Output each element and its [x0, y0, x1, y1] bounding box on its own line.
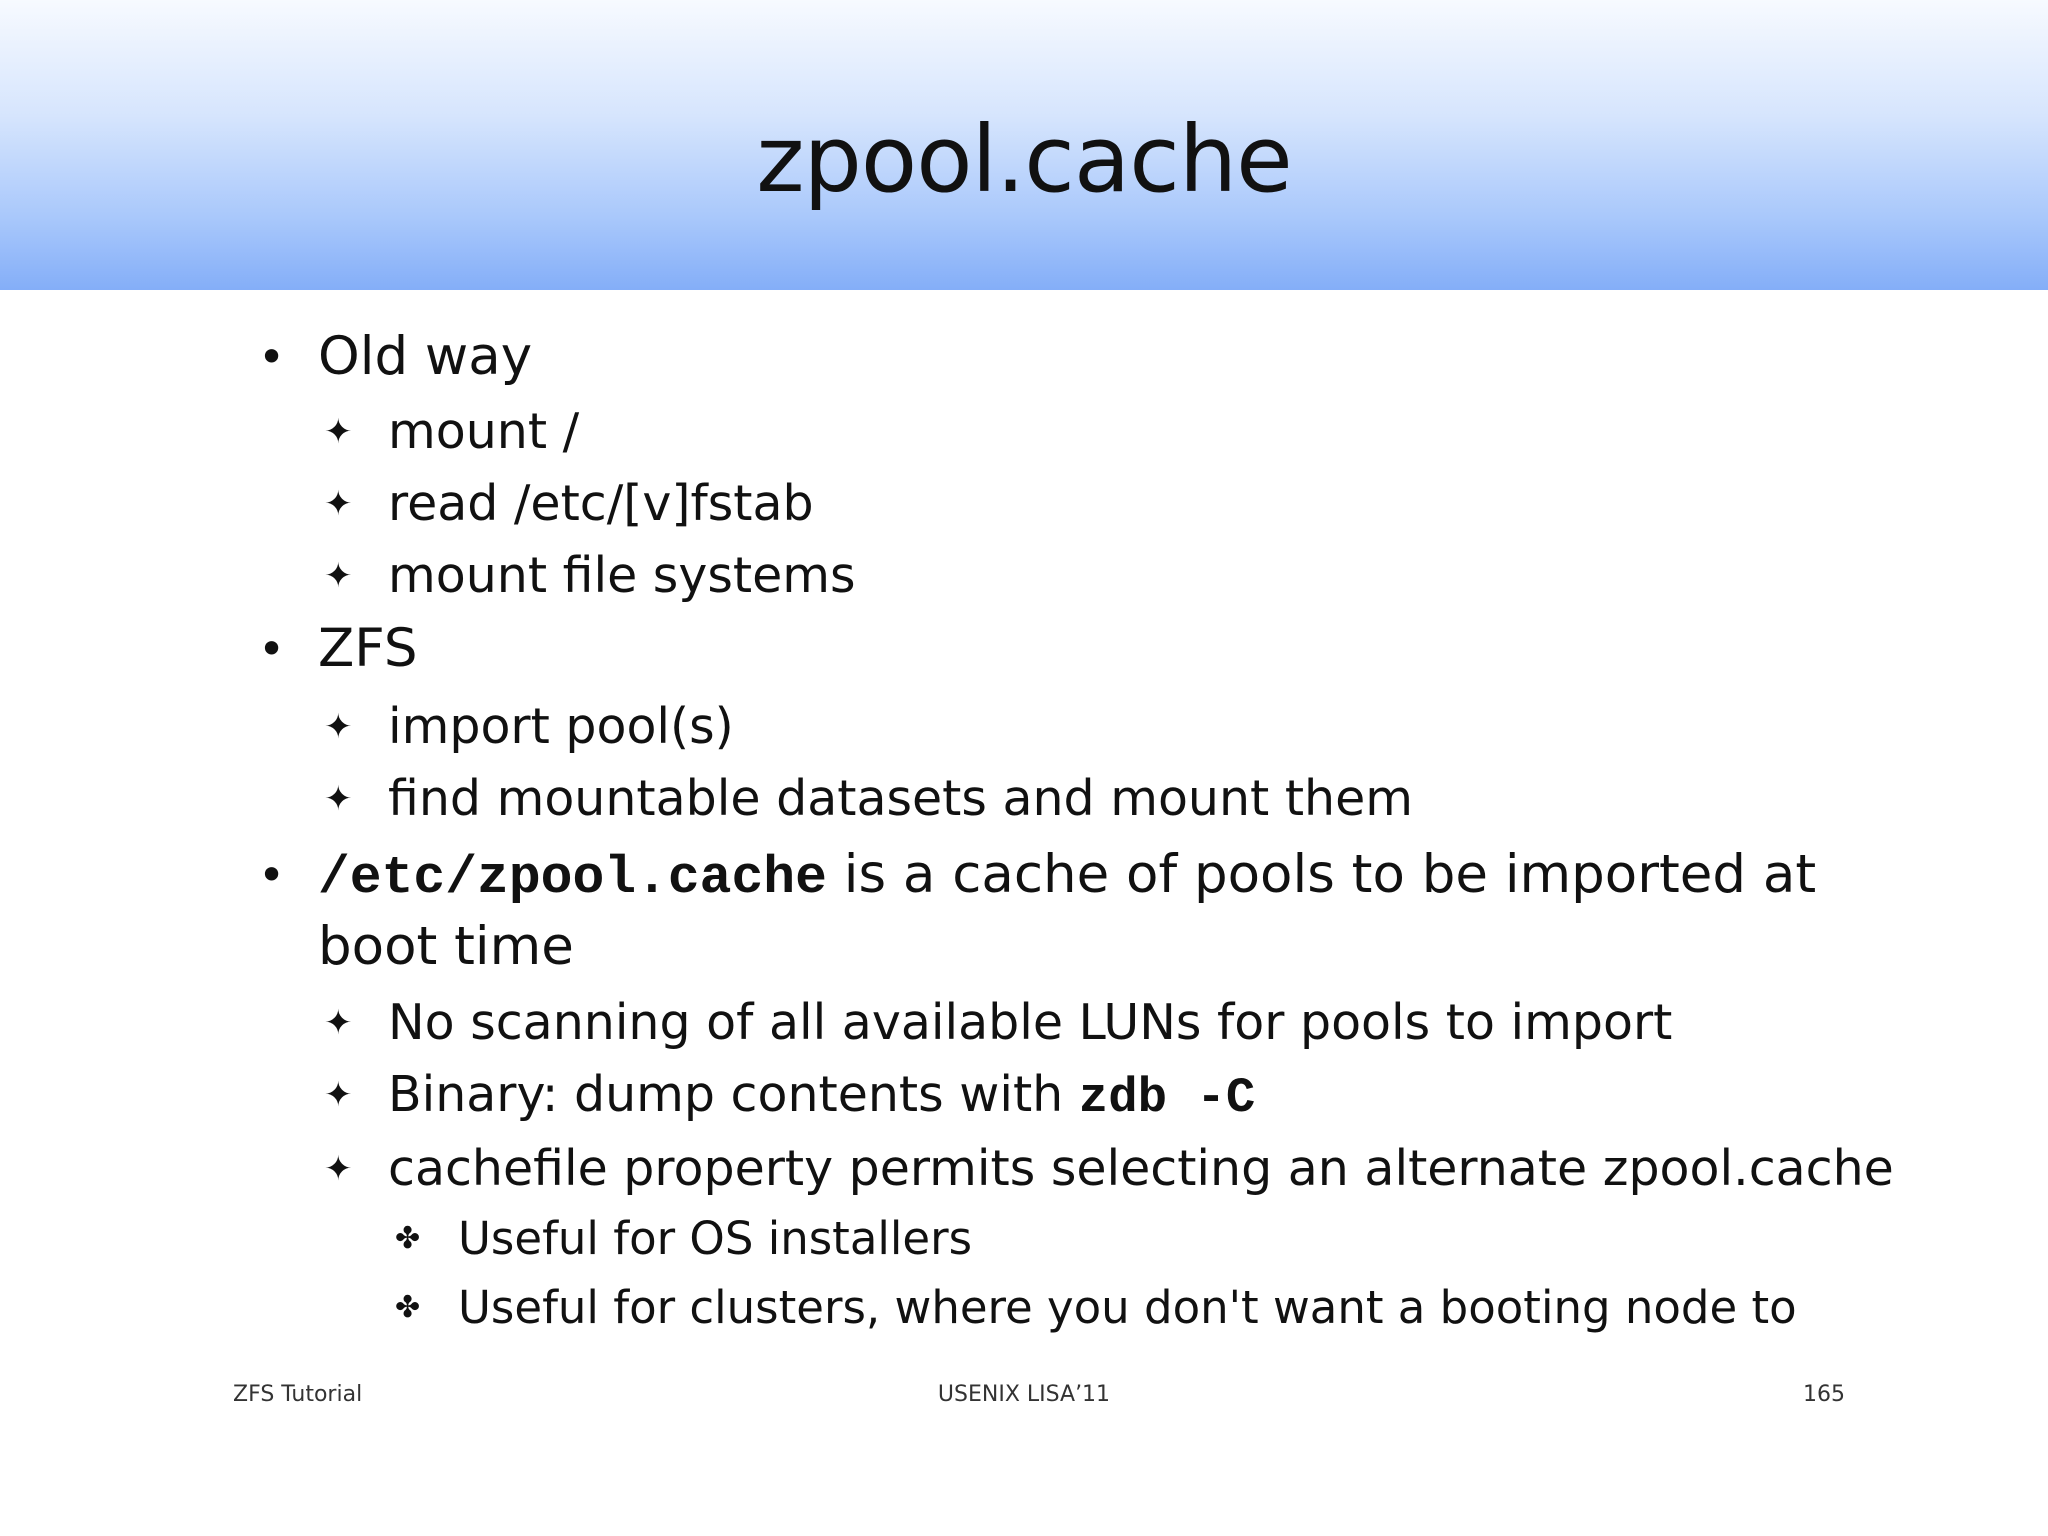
footer-left: ZFS Tutorial — [233, 1382, 363, 1407]
star-bullet-icon: ✦ — [324, 1003, 353, 1043]
footer-page-number: 165 — [1803, 1382, 1845, 1407]
code-zdb-command: zdb -C — [1078, 1070, 1256, 1126]
bullet-zpool-cache-continuation: boot time — [318, 916, 574, 977]
sub-bullet-mount-fs: mount file systems — [388, 547, 856, 604]
clover-bullet-icon: ✤ — [395, 1221, 421, 1256]
sub-sub-bullet-clusters: Useful for clusters, where you don't want a booting node to — [458, 1281, 1797, 1334]
star-bullet-icon: ✦ — [324, 412, 353, 452]
sub-bullet-cachefile-property: cachefile property permits selecting an alternate zpool.cache — [388, 1140, 1894, 1197]
sub-bullet-import-pools: import pool(s) — [388, 698, 734, 755]
bullet-dot-icon: • — [258, 848, 286, 902]
star-bullet-icon: ✦ — [324, 779, 353, 819]
bullet-dot-icon: • — [258, 330, 286, 384]
slide-title: zpool.cache — [756, 106, 1292, 213]
sub-sub-bullet-os-installers: Useful for OS installers — [458, 1212, 973, 1265]
sub-bullet-binary-dump — [388, 1065, 1255, 1128]
bullet-old-way: Old way — [318, 326, 533, 387]
bullet-dot-icon: • — [258, 622, 286, 676]
sub-bullet-read-fstab: read /etc/[v]fstab — [388, 475, 814, 532]
star-bullet-icon: ✦ — [324, 1149, 353, 1189]
sub-bullet-binary-dump-text: Binary: dump contents with — [388, 1066, 1079, 1123]
bullet-zpool-cache — [318, 843, 1816, 910]
code-zpool-cache-path: /etc/zpool.cache — [318, 848, 827, 908]
bullet-zfs: ZFS — [318, 618, 418, 679]
sub-bullet-mount-root: mount / — [388, 403, 580, 460]
sub-bullet-no-scanning: No scanning of all available LUNs for pools to import — [388, 994, 1673, 1051]
star-bullet-icon: ✦ — [324, 1075, 353, 1115]
star-bullet-icon: ✦ — [324, 556, 353, 596]
bullet-zpool-cache-text: is a cache of pools to be imported at — [826, 844, 1817, 905]
sub-bullet-find-datasets: find mountable datasets and mount them — [388, 770, 1413, 827]
star-bullet-icon: ✦ — [324, 484, 353, 524]
star-bullet-icon: ✦ — [324, 707, 353, 747]
footer-center: USENIX LISA’11 — [937, 1382, 1111, 1407]
clover-bullet-icon: ✤ — [395, 1290, 421, 1325]
